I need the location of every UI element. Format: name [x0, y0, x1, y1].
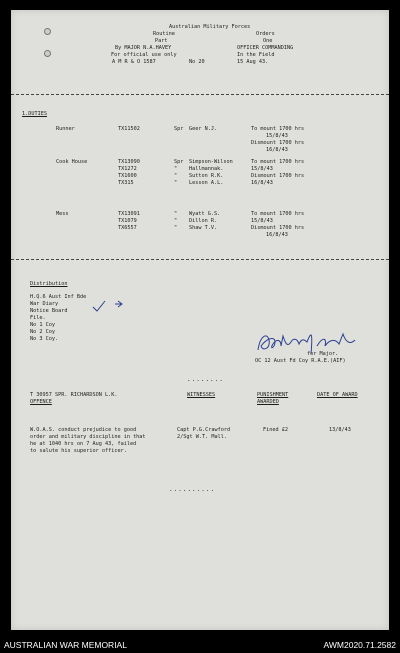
duty-number: TX11502: [118, 126, 140, 132]
duty-rank: ": [174, 180, 178, 186]
duty-note: To mount 1700 hrs: [251, 159, 305, 165]
duty-note: 16/8/43: [266, 147, 288, 153]
distribution-item: No 2 Coy: [30, 329, 55, 335]
divider: [11, 94, 389, 95]
duty-note: Dismount 1700 hrs: [251, 173, 305, 179]
duty-number: TX315: [118, 180, 134, 186]
duty-number: TX13090: [118, 159, 140, 165]
duty-rank: Spr: [174, 159, 184, 165]
duty-number: TX1272: [118, 166, 137, 172]
footer-credit: AUSTRALIAN WAR MEMORIAL: [4, 640, 127, 650]
duty-note: To mount 1700 hrs: [251, 126, 305, 132]
duty-note: To mount 1700 hrs: [251, 211, 305, 217]
separator-dots: ........: [187, 376, 224, 383]
distribution-heading: Distribution: [30, 281, 68, 287]
offence-line: order and military discipline in that: [30, 434, 146, 440]
punch-hole: [44, 28, 51, 35]
duty-group: Cook House: [56, 159, 88, 165]
duty-group: Runner: [56, 126, 75, 132]
header-no: No 20: [189, 59, 205, 65]
witness-line: 2/Sgt W.T. Mall.: [177, 434, 227, 440]
header-by-major: By MAJOR N.A.HAVEY: [115, 45, 172, 51]
distribution-item: No 1 Coy: [30, 322, 55, 328]
duty-rank: Spr: [174, 126, 184, 132]
header-in-field: In the Field: [237, 52, 275, 58]
duty-name: Geer N.J.: [189, 126, 218, 132]
duty-note: Dismount 1700 hrs: [251, 140, 305, 146]
tick-mark: [91, 299, 125, 313]
witnesses-label: WITNESSES: [187, 392, 216, 398]
offender-name: T 30957 SPR. RICHARDSON L.K.: [30, 392, 118, 398]
duty-number: TX1079: [118, 218, 137, 224]
signature-for-major: for Major.: [307, 351, 339, 357]
offence-label: OFFENCE: [30, 399, 52, 405]
offence-line: to salute his superior officer.: [30, 448, 127, 454]
awarded-label: AWARDED: [257, 399, 279, 405]
duty-number: TX6557: [118, 225, 137, 231]
duty-note: 15/8/43: [251, 166, 273, 172]
distribution-item: H.Q.6 Aust Inf Bde: [30, 294, 87, 300]
duty-note: 15/8/43: [266, 133, 288, 139]
award-date-value: 13/8/43: [329, 427, 351, 433]
header-amr: A M R & O 1587: [112, 59, 156, 65]
header-orders: Orders: [256, 31, 275, 37]
duty-rank: ": [174, 211, 178, 217]
punishment-label: PUNISHMENT: [257, 392, 289, 398]
header-officer-commanding: OFFICER COMMANDING: [237, 45, 294, 51]
duty-number: TX1600: [118, 173, 137, 179]
duty-number: TX13091: [118, 211, 140, 217]
separator-dots: ..........: [169, 486, 216, 493]
signature-title: OC 12 Aust Fd Coy R.A.E.(AIF): [255, 358, 346, 364]
header-routine: Routine: [153, 31, 175, 37]
distribution-item: War Diary: [30, 301, 59, 307]
duty-rank: ": [174, 225, 178, 231]
witness-line: Capt P.G.Crawford: [177, 427, 231, 433]
duty-name: Hallmannak.: [189, 166, 224, 172]
duty-rank: ": [174, 166, 178, 172]
duty-name: Simpson-Wilson: [189, 159, 233, 165]
duty-name: Wyatt G.S.: [189, 211, 221, 217]
duty-name: Lesson A.L.: [189, 180, 224, 186]
duty-group: Mess: [56, 211, 69, 217]
punch-hole: [44, 50, 51, 57]
duty-note: 16/8/43: [251, 180, 273, 186]
offence-line: he at 1040 hrs on 7 Aug 43, failed: [30, 441, 137, 447]
header-forces: Australian Military Forces: [169, 24, 251, 30]
header-one: One: [263, 38, 273, 44]
punishment-value: Fined £2: [263, 427, 288, 433]
duties-heading: 1.DUTIES: [22, 111, 47, 117]
offence-line: W.O.A.S. conduct prejudice to good: [30, 427, 137, 433]
duty-note: 16/8/43: [266, 232, 288, 238]
header-part: Part: [155, 38, 168, 44]
duty-name: Sutton R.K.: [189, 173, 224, 179]
duty-rank: ": [174, 173, 178, 179]
footer-accession: AWM2020.71.2582: [323, 640, 396, 650]
duty-name: Shaw T.V.: [189, 225, 218, 231]
document-sheet: [11, 10, 389, 630]
header-date: 15 Aug 43.: [237, 59, 269, 65]
date-of-award-label: DATE OF AWARD: [317, 392, 358, 398]
distribution-item: No 3 Coy.: [30, 336, 59, 342]
divider: [11, 259, 389, 260]
duty-note: 15/8/43: [251, 218, 273, 224]
header-official-use: For official use only: [111, 52, 177, 58]
duty-name: Dillon R.: [189, 218, 218, 224]
duty-rank: ": [174, 218, 178, 224]
distribution-item: Notice Board: [30, 308, 68, 314]
duty-note: Dismount 1700 hrs: [251, 225, 305, 231]
distribution-item: File.: [30, 315, 46, 321]
